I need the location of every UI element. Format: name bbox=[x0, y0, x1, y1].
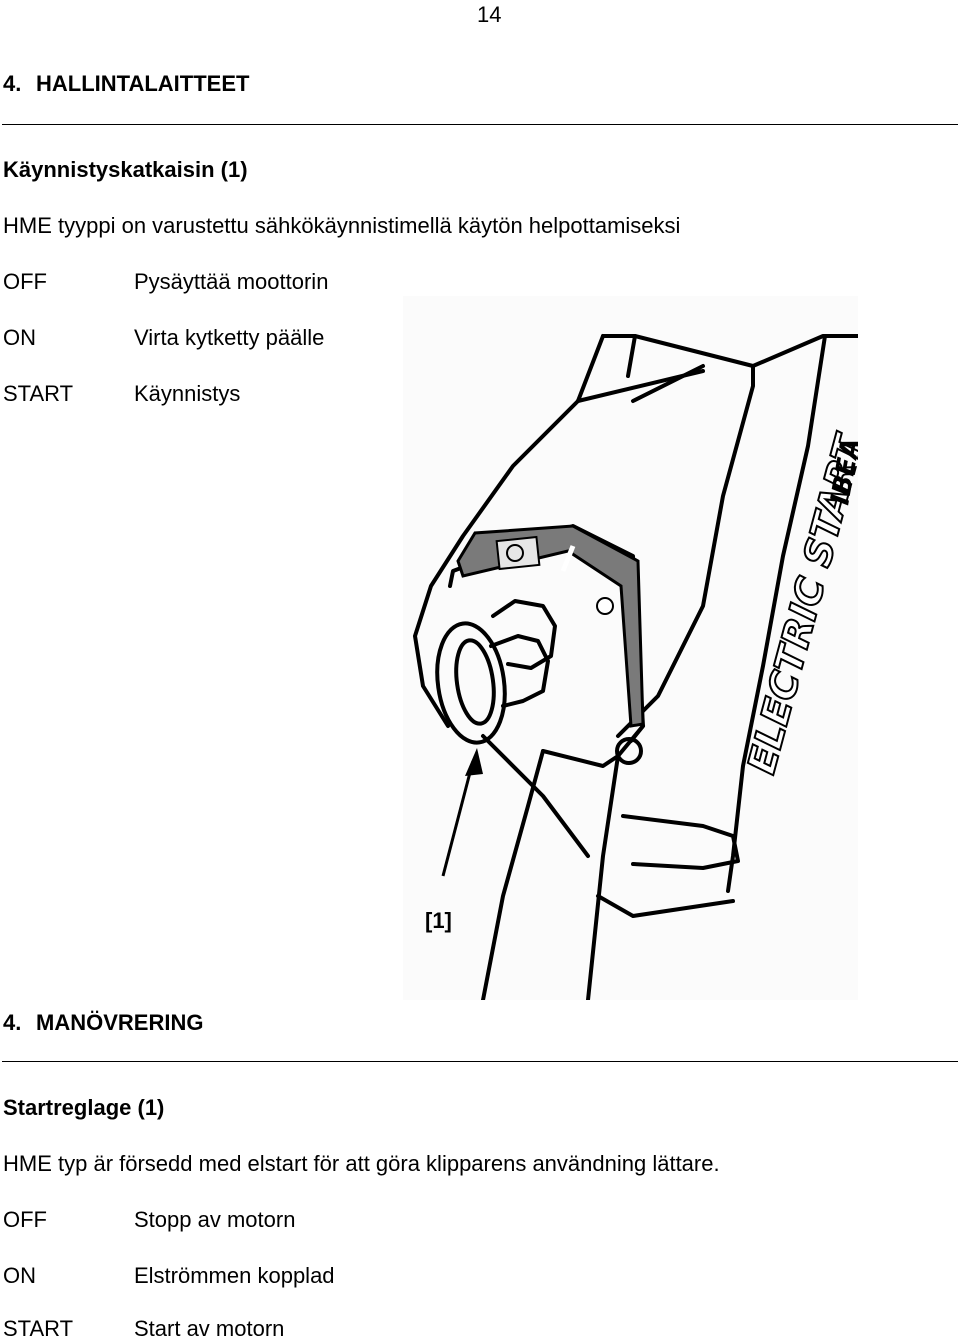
intro-text-sv: HME typ är försedd med elstart för att göra klipparens användning lättare. bbox=[3, 1151, 720, 1176]
section-title-text: MANÖVRERING bbox=[36, 1010, 204, 1035]
section-title-fi bbox=[3, 71, 249, 97]
page-number: 14 bbox=[477, 2, 502, 27]
desc-start: Käynnistys bbox=[134, 381, 241, 406]
decal-text: ELECTRIC START bbox=[739, 431, 858, 779]
ignition-switch-drawing bbox=[403, 296, 858, 1000]
section-divider bbox=[2, 1061, 958, 1062]
term-start: START bbox=[3, 381, 74, 406]
section-divider bbox=[2, 124, 958, 125]
section-number: 4. bbox=[3, 1010, 22, 1035]
brand-text: IBEA bbox=[825, 435, 858, 508]
section-title-text: HALLINTALAITTEET bbox=[36, 71, 250, 96]
term-off: OFF bbox=[3, 1207, 47, 1232]
desc-start: Start av motorn bbox=[134, 1316, 285, 1341]
desc-off: Stopp av motorn bbox=[134, 1207, 296, 1232]
desc-on: Elströmmen kopplad bbox=[134, 1263, 335, 1288]
ignition-switch-illustration bbox=[403, 296, 858, 1000]
term-start: START bbox=[3, 1316, 74, 1341]
term-on: ON bbox=[3, 325, 36, 350]
desc-off: Pysäyttää moottorin bbox=[134, 269, 329, 294]
desc-on: Virta kytketty päälle bbox=[134, 325, 325, 350]
term-off: OFF bbox=[3, 269, 47, 294]
term-on: ON bbox=[3, 1263, 36, 1288]
subheading-fi: Käynnistyskatkaisin (1) bbox=[3, 157, 248, 182]
section-number: 4. bbox=[3, 71, 22, 96]
section-title-sv bbox=[3, 1010, 203, 1036]
subheading-sv: Startreglage (1) bbox=[3, 1095, 165, 1120]
callout-label: [1] bbox=[425, 908, 452, 933]
intro-text-fi: HME tyyppi on varustettu sähkökäynnistimellä käytön helpottamiseksi bbox=[3, 213, 681, 238]
